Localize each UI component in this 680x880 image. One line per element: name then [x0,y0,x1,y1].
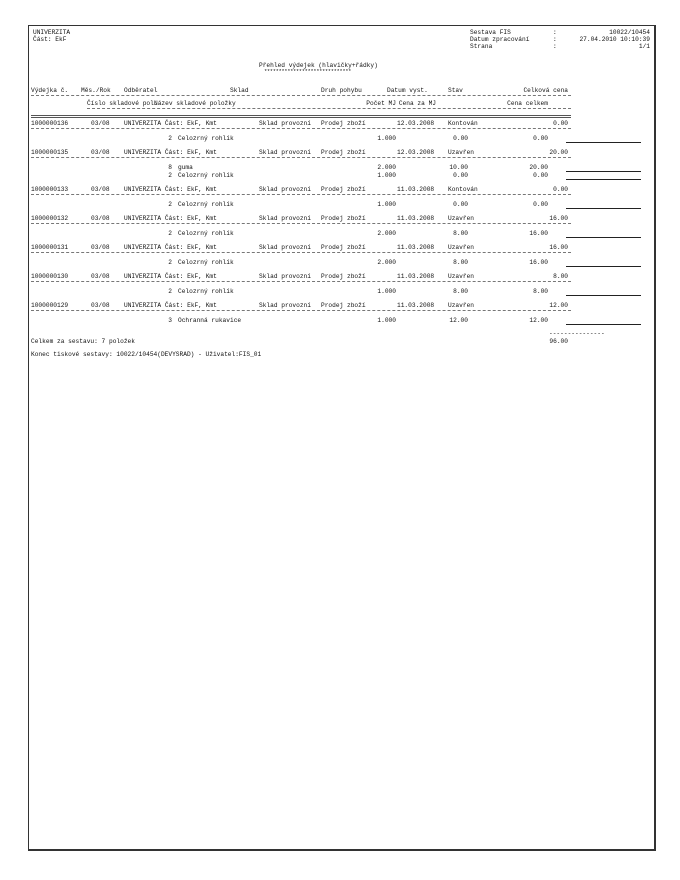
line-item-qty: 2.000 [377,259,396,266]
doc-number: 1000000131 [31,244,69,251]
line-item-price: 0.00 [453,201,468,208]
doc-date: 11.03.2008 [397,302,435,309]
signature-line [566,171,641,172]
signature-line [566,266,641,267]
doc-total: 16.00 [549,244,568,251]
line-item-amount: 8.00 [533,288,548,295]
separator-rule [87,108,571,109]
separator-rule [31,223,571,224]
page-value: 1/1 [638,43,650,50]
doc-state: Uzavřen [448,273,474,280]
doc-period: 03/08 [91,120,110,127]
doc-store: Sklad provozní [259,302,311,309]
doc-date: 12.03.2008 [397,120,435,127]
doc-period: 03/08 [91,149,110,156]
line-item-amount: 0.00 [533,172,548,179]
title-underline: ****************************** [264,68,352,75]
line-item-name: Celozrný rohlík [178,288,234,295]
doc-date: 11.03.2008 [397,215,435,222]
doc-number: 1000000129 [31,302,69,309]
doc-date: 11.03.2008 [397,186,435,193]
doc-movement: Prodej zboží [321,149,366,156]
signature-line [566,142,641,143]
doc-store: Sklad provozní [259,273,311,280]
doc-period: 03/08 [91,244,110,251]
processed-label: Datum zpracování [470,36,530,43]
doc-total: 8.00 [553,273,568,280]
separator-rule [31,194,571,195]
signature-line [566,324,641,325]
doc-store: Sklad provozní [259,120,311,127]
line-item-name: Celozrný rohlík [178,172,234,179]
line-item-code: 2 [168,135,172,142]
doc-customer: UNIVERZITA Část: EkF, Kmt [124,302,217,309]
line-item-name: Ochranná rukavice [178,317,242,324]
line-item-price: 0.00 [453,172,468,179]
doc-store: Sklad provozní [259,186,311,193]
signature-line [566,179,641,180]
report-end-line: Konec tiskové sestavy: 10022/10454(DEVYSRAD) - Uživatel:FIS_01 [31,351,262,358]
line-item-qty: 1.000 [377,288,396,295]
line-item-qty: 1.000 [377,317,396,324]
signature-line [566,208,641,209]
report-page [28,25,656,851]
page-label: Strana [470,43,493,50]
report-label: Sestava FIS [470,29,511,36]
line-item-code: 2 [168,172,172,179]
doc-total: 0.00 [553,120,568,127]
doc-state: Uzavřen [448,215,474,222]
doc-number: 1000000135 [31,149,69,156]
separator-rule [31,157,571,158]
line-item-qty: 2.000 [377,230,396,237]
col-header-total: Celková cena [523,87,568,94]
separator-rule [31,310,571,311]
line-item-price: 8.00 [453,288,468,295]
col-header-item-name: Název skladové položky [154,100,236,107]
doc-movement: Prodej zboží [321,273,366,280]
line-item-amount: 16.00 [529,259,548,266]
line-item-qty: 1.000 [377,135,396,142]
doc-number: 1000000133 [31,186,69,193]
col-header-store: Sklad [230,87,249,94]
line-item-price: 0.00 [453,135,468,142]
page-title: Přehled výdejek (hlavičky+řádky) [259,62,378,69]
doc-period: 03/08 [91,186,110,193]
col-header-unit-price: Cena za MJ [398,100,436,107]
separator-rule [31,128,571,129]
doc-state: Uzavřen [448,244,474,251]
signature-line [566,295,641,296]
col-header-item-code: Číslo skladové pol. [87,100,158,107]
line-item-price: 12.00 [449,317,468,324]
doc-period: 03/08 [91,273,110,280]
doc-number: 1000000130 [31,273,69,280]
line-item-qty: 1.000 [377,172,396,179]
report-value: 10022/10454 [609,29,650,36]
processed-value: 27.04.2010 10:10:39 [579,36,650,43]
col-header-movement: Druh pohybu [321,87,362,94]
grand-total: 96.00 [549,338,568,345]
line-item-amount: 16.00 [529,230,548,237]
line-item-amount: 20.00 [529,164,548,171]
line-item-code: 2 [168,288,172,295]
col-header-qty: Počet MJ [366,100,396,107]
line-item-code: 3 [168,317,172,324]
doc-period: 03/08 [91,302,110,309]
doc-store: Sklad provozní [259,215,311,222]
line-item-code: 2 [168,201,172,208]
line-item-price: 8.00 [453,259,468,266]
doc-period: 03/08 [91,215,110,222]
doc-state: Kontován [448,186,478,193]
doc-number: 1000000132 [31,215,69,222]
doc-store: Sklad provozní [259,149,311,156]
doc-date: 12.03.2008 [397,149,435,156]
doc-movement: Prodej zboží [321,302,366,309]
col-header-date: Datum vyst. [387,87,428,94]
line-item-amount: 0.00 [533,135,548,142]
doc-customer: UNIVERZITA Část: EkF, Kmt [124,120,217,127]
doc-total: 0.00 [553,186,568,193]
doc-customer: UNIVERZITA Část: EkF, Kmt [124,244,217,251]
grand-total-rule: --------------- [549,330,605,337]
line-item-price: 8.00 [453,230,468,237]
line-item-name: Celozrný rohlík [178,135,234,142]
doc-movement: Prodej zboží [321,244,366,251]
line-item-price: 10.00 [449,164,468,171]
line-item-name: Celozrný rohlík [178,259,234,266]
line-item-name: Celozrný rohlík [178,230,234,237]
doc-date: 11.03.2008 [397,273,435,280]
col-header-amount: Cena celkem [507,100,548,107]
processed-sep: : [553,36,557,43]
doc-movement: Prodej zboží [321,186,366,193]
doc-state: Uzavřen [448,302,474,309]
doc-date: 11.03.2008 [397,244,435,251]
line-item-amount: 12.00 [529,317,548,324]
doc-customer: UNIVERZITA Část: EkF, Kmt [124,186,217,193]
doc-state: Uzavřen [448,149,474,156]
line-item-qty: 2.000 [377,164,396,171]
signature-line [566,237,641,238]
page-sep: : [553,43,557,50]
doc-movement: Prodej zboží [321,215,366,222]
col-header-period: Měs./Rok [81,87,111,94]
col-header-customer: Odběratel [124,87,158,94]
doc-total: 20.00 [549,149,568,156]
doc-customer: UNIVERZITA Část: EkF, Kmt [124,273,217,280]
line-item-code: 2 [168,259,172,266]
org-unit: Část: EkF [33,36,67,43]
col-header-state: Stav [448,87,463,94]
separator-rule [31,95,571,96]
line-item-name: Celozrný rohlík [178,201,234,208]
line-item-qty: 1.000 [377,201,396,208]
org-name: UNIVERZITA [33,29,71,36]
line-item-code: 2 [168,230,172,237]
line-item-amount: 0.00 [533,201,548,208]
report-sep: : [553,29,557,36]
separator-rule [31,252,571,253]
doc-store: Sklad provozní [259,244,311,251]
doc-customer: UNIVERZITA Část: EkF, Kmt [124,215,217,222]
line-item-code: 8 [168,164,172,171]
separator-rule [31,281,571,282]
doc-movement: Prodej zboží [321,120,366,127]
doc-total: 12.00 [549,302,568,309]
doc-total: 16.00 [549,215,568,222]
report-item-count: Celkem za sestavu: 7 položek [31,338,135,345]
doc-number: 1000000136 [31,120,69,127]
line-item-name: guma [178,164,193,171]
separator-rule [31,115,571,116]
doc-state: Kontován [448,120,478,127]
doc-customer: UNIVERZITA Část: EkF, Kmt [124,149,217,156]
col-header-doc-no: Výdejka č. [31,87,69,94]
separator-rule [31,117,571,118]
